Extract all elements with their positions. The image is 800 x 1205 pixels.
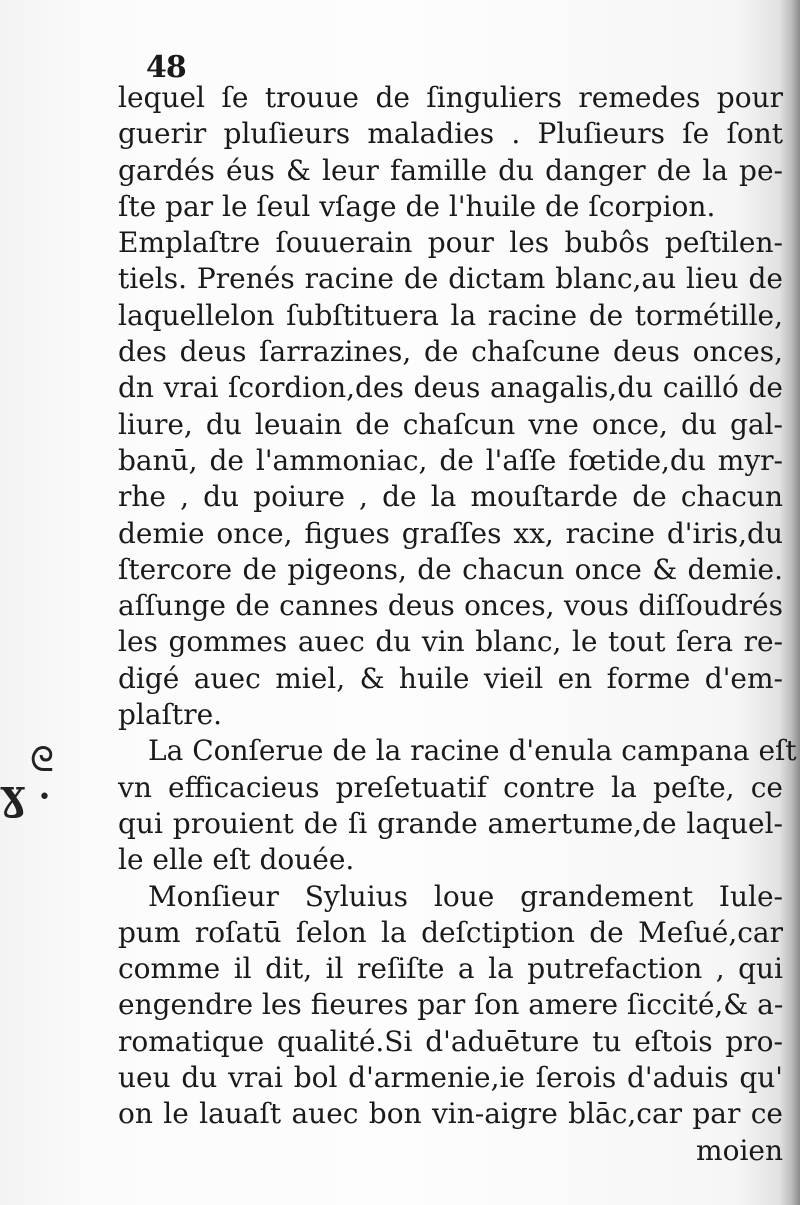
text-line: rhe , du poiure , de la mouſtarde de chacun [118, 480, 783, 514]
text-line: gardés éus & leur famille du danger de la pe- [118, 153, 783, 187]
text-line: ſtercore de pigeons, de chacun once & demie. [118, 552, 783, 586]
margin-annotation-mark: ɣ [0, 770, 26, 819]
margin-annotation: ᘓ [30, 740, 54, 780]
text-line: comme il dit, il reſiſte a la putrefaction , qui [118, 952, 783, 986]
text-line: ſte par le ſeul vſage de l'huile de ſcorpion. [118, 189, 716, 223]
catchword: moien [696, 1133, 783, 1167]
text-line: les gommes auec du vin blanc, le tout ſera re- [118, 625, 783, 659]
text-line: Emplaſtre ſouuerain pour les bubôs peſtilen- [118, 226, 783, 260]
page-number: 48 [146, 50, 186, 85]
text-line: tiels. Prenés racine de dictam blanc,au lieu de [118, 262, 783, 296]
text-line: vn efficacieus preſetuatif contre la peſte, ce [118, 770, 783, 804]
body-text [118, 80, 797, 1169]
text-line: aſſunge de cannes deus onces, vous diſſoudrés [118, 589, 783, 623]
text-line: dn vrai ſcordion,des deus anagalis,du cailló de [118, 371, 783, 405]
text-line: Monſieur Syluius loue grandement Iule- [148, 879, 783, 913]
text-line: laquellelon ſubſtituera la racine de tormétille, [118, 298, 783, 332]
text-line: ueu du vrai bol d'armenie,ie ſerois d'aduis qu' [118, 1061, 783, 1095]
text-line: guerir pluſieurs maladies . Pluſieurs ſe ſont [118, 117, 783, 151]
text-line: La Conſerue de la racine d'enula campana eſt [148, 734, 797, 768]
text-line: romatique qualité.Si d'aduēture tu eſtois pro- [118, 1024, 783, 1058]
text-line: engendre les fieures par ſon amere ſiccité,& a- [118, 988, 784, 1022]
text-line: demie once, figues graſſes xx, racine d'iris,du [118, 516, 783, 550]
text-line: lequel ſe trouue de ſinguliers remedes pour [118, 81, 783, 114]
text-line: on le lauaſt auec bon vin-aigre blāc,car par ce [118, 1097, 783, 1131]
text-line: digé auec miel, & huile vieil en forme d'em- [118, 661, 783, 695]
text-line: le elle eſt douée. [118, 843, 355, 877]
text-line: qui prouient de ſi grande amertume,de laquel- [118, 806, 783, 840]
text-line: banū, de l'ammoniac, de l'aſſe fœtide,du myr- [118, 443, 783, 477]
text-line: liure, du leuain de chaſcun vne once, du gal- [118, 407, 783, 441]
margin-annotation-dot: • [38, 785, 51, 810]
text-line: des deus ſarrazines, de chaſcune deus onces, [118, 335, 783, 369]
text-line: pum roſatū ſelon la deſctiption de Meſué,car [118, 915, 783, 949]
text-line: plaſtre. [118, 698, 223, 732]
